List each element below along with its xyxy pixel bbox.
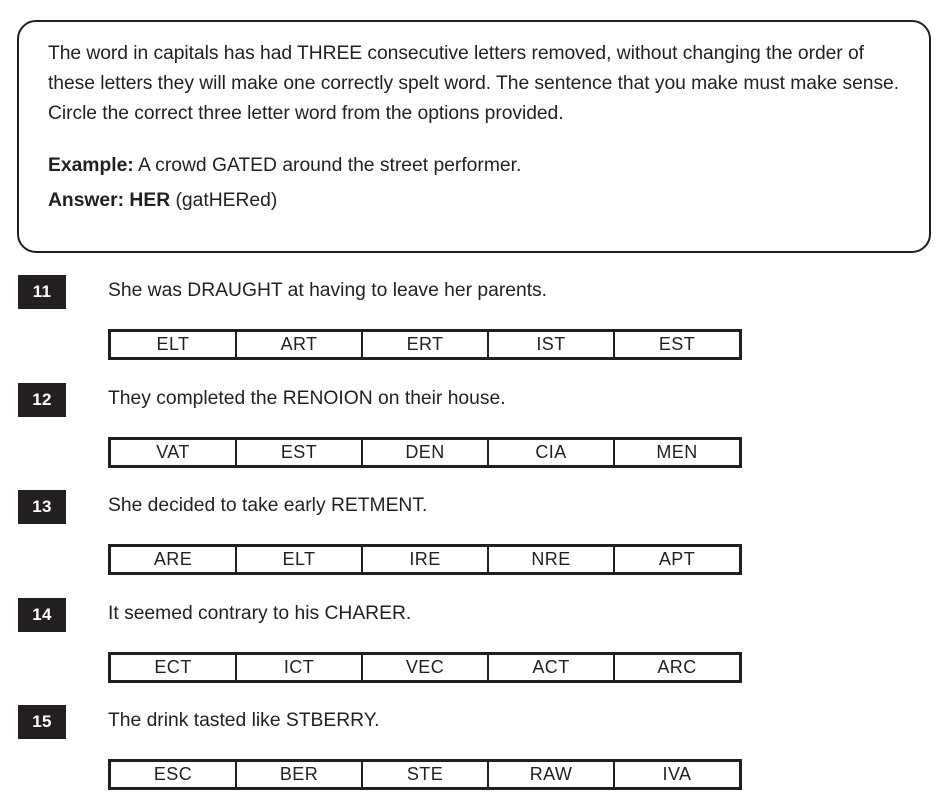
question-number-badge: 12 [18, 383, 66, 417]
answer-option[interactable]: EST [237, 440, 363, 465]
question-sentence: She was DRAUGHT at having to leave her parents. [108, 280, 548, 301]
answer-option[interactable]: DEN [363, 440, 489, 465]
answer-option[interactable]: ELT [111, 332, 237, 357]
question-sentence: The drink tasted like STBERRY. [108, 710, 380, 731]
answer-option[interactable]: APT [615, 547, 739, 572]
answer-option[interactable]: VAT [111, 440, 237, 465]
example-label: Example: [48, 155, 134, 176]
question-number-badge: 13 [18, 490, 66, 524]
question-sentence: She decided to take early RETMENT. [108, 495, 428, 516]
question-number-badge: 15 [18, 705, 66, 739]
question-list [0, 268, 948, 806]
answer-option[interactable]: ECT [111, 655, 237, 680]
answer-option[interactable]: IRE [363, 547, 489, 572]
question-row [0, 268, 948, 376]
answer-option[interactable]: CIA [489, 440, 615, 465]
example-text: A crowd GATED around the street performer. [133, 155, 522, 176]
answer-options-table [108, 759, 742, 790]
answer-option[interactable]: ERT [363, 332, 489, 357]
answer-option[interactable]: ESC [111, 762, 237, 787]
answer-option[interactable]: STE [363, 762, 489, 787]
answer-option[interactable]: ICT [237, 655, 363, 680]
answer-option[interactable]: RAW [489, 762, 615, 787]
answer-options-table [108, 544, 742, 575]
example-line [48, 151, 901, 181]
question-row [0, 698, 948, 806]
answer-option[interactable]: ARE [111, 547, 237, 572]
instruction-panel [17, 20, 931, 253]
answer-note: (gatHERed) [170, 190, 278, 211]
answer-option[interactable]: ARC [615, 655, 739, 680]
answer-options-table [108, 652, 742, 683]
question-sentence: It seemed contrary to his CHARER. [108, 602, 412, 624]
answer-option[interactable]: IST [489, 332, 615, 357]
answer-line [48, 186, 901, 216]
answer-option[interactable]: BER [237, 762, 363, 787]
answer-option[interactable]: ELT [237, 547, 363, 572]
answer-option[interactable]: NRE [489, 547, 615, 572]
instruction-paragraph: The word in capitals has had THREE consecutive letters removed, without changing the order of these letters they will make one correctly spelt word. The sentence that you make must make sense. Circle the correct three letter word from the options provided. [48, 43, 900, 124]
instruction-panel-body [19, 22, 929, 216]
answer-options-table [108, 437, 742, 468]
question-number-badge: 11 [18, 275, 66, 309]
answer-option[interactable]: MEN [615, 440, 739, 465]
answer-option[interactable]: EST [615, 332, 739, 357]
answer-option[interactable]: ACT [489, 655, 615, 680]
question-row [0, 591, 948, 699]
question-sentence: They completed the RENOION on their house. [108, 387, 506, 409]
question-number-badge: 14 [18, 598, 66, 632]
answer-option[interactable]: VEC [363, 655, 489, 680]
answer-option[interactable]: ART [237, 332, 363, 357]
answer-options-table [108, 329, 742, 360]
answer-option[interactable]: IVA [615, 762, 739, 787]
question-row [0, 376, 948, 484]
answer-label: Answer: HER [48, 190, 171, 211]
question-row [0, 483, 948, 591]
